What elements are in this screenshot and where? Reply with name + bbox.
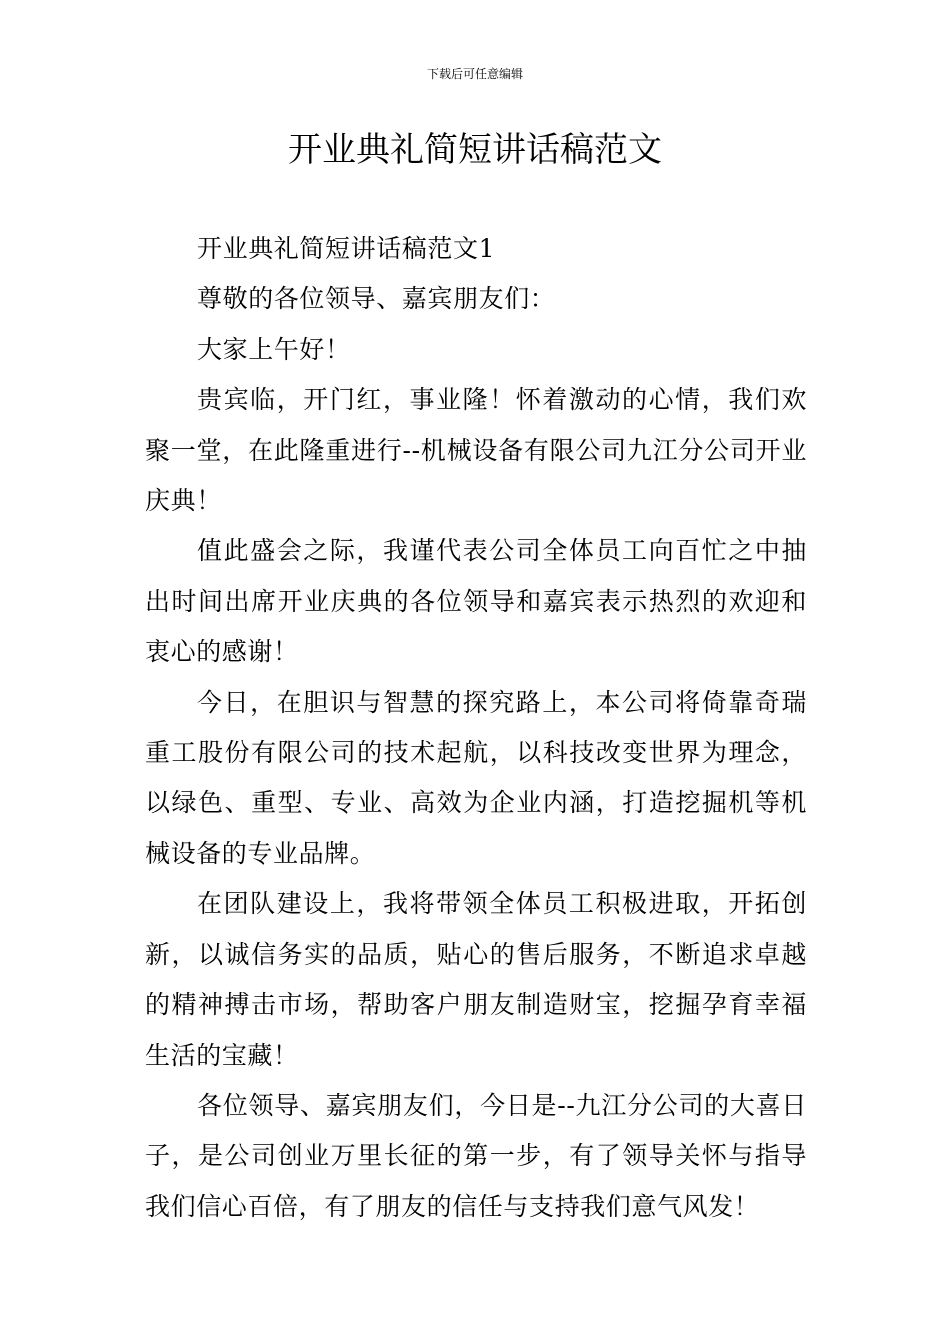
- paragraph-subtitle: 开业典礼简短讲话稿范文1: [197, 234, 496, 263]
- paragraph-company-vision: 今日，在胆识与智慧的探究路上，本公司将倚靠奇瑞重工股份有限公司的技术起航，以科技改变世界为理念，以绿色、重型、专业、高效为企业内涵，打造挖掘机等机械设备的专业品牌。: [145, 687, 807, 868]
- document-title: 开业典礼简短讲话稿范文: [288, 130, 662, 170]
- paragraph-opening: 贵宾临，开门红，事业隆！怀着激动的心情，我们欢聚一堂，在此隆重进行--机械设备有限公司九江分公司开业庆典！: [145, 385, 807, 516]
- paragraph-greeting: 大家上午好！: [197, 334, 351, 364]
- header-note: 下载后可任意编辑: [426, 67, 523, 81]
- paragraph-welcome: 值此盛会之际，我谨代表公司全体员工向百忙之中抽出时间出席开业庆典的各位领导和嘉宾表示热烈的欢迎和衷心的感谢！: [145, 536, 807, 667]
- paragraph-team-building: 在团队建设上，我将带领全体员工积极进取，开拓创新，以诚信务实的品质，贴心的售后服务，不断追求卓越的精神搏击市场，帮助客户朋友制造财宝，挖掘孕育幸福生活的宝藏！: [145, 889, 807, 1070]
- paragraph-closing: 各位领导、嘉宾朋友们，今日是--九江分公司的大喜日子，是公司创业万里长征的第一步，有了领导关怀与指导我们信心百倍，有了朋友的信任与支持我们意气风发！: [145, 1090, 807, 1221]
- paragraph-salutation: 尊敬的各位领导、嘉宾朋友们：: [197, 284, 556, 314]
- document-body: [145, 224, 807, 1232]
